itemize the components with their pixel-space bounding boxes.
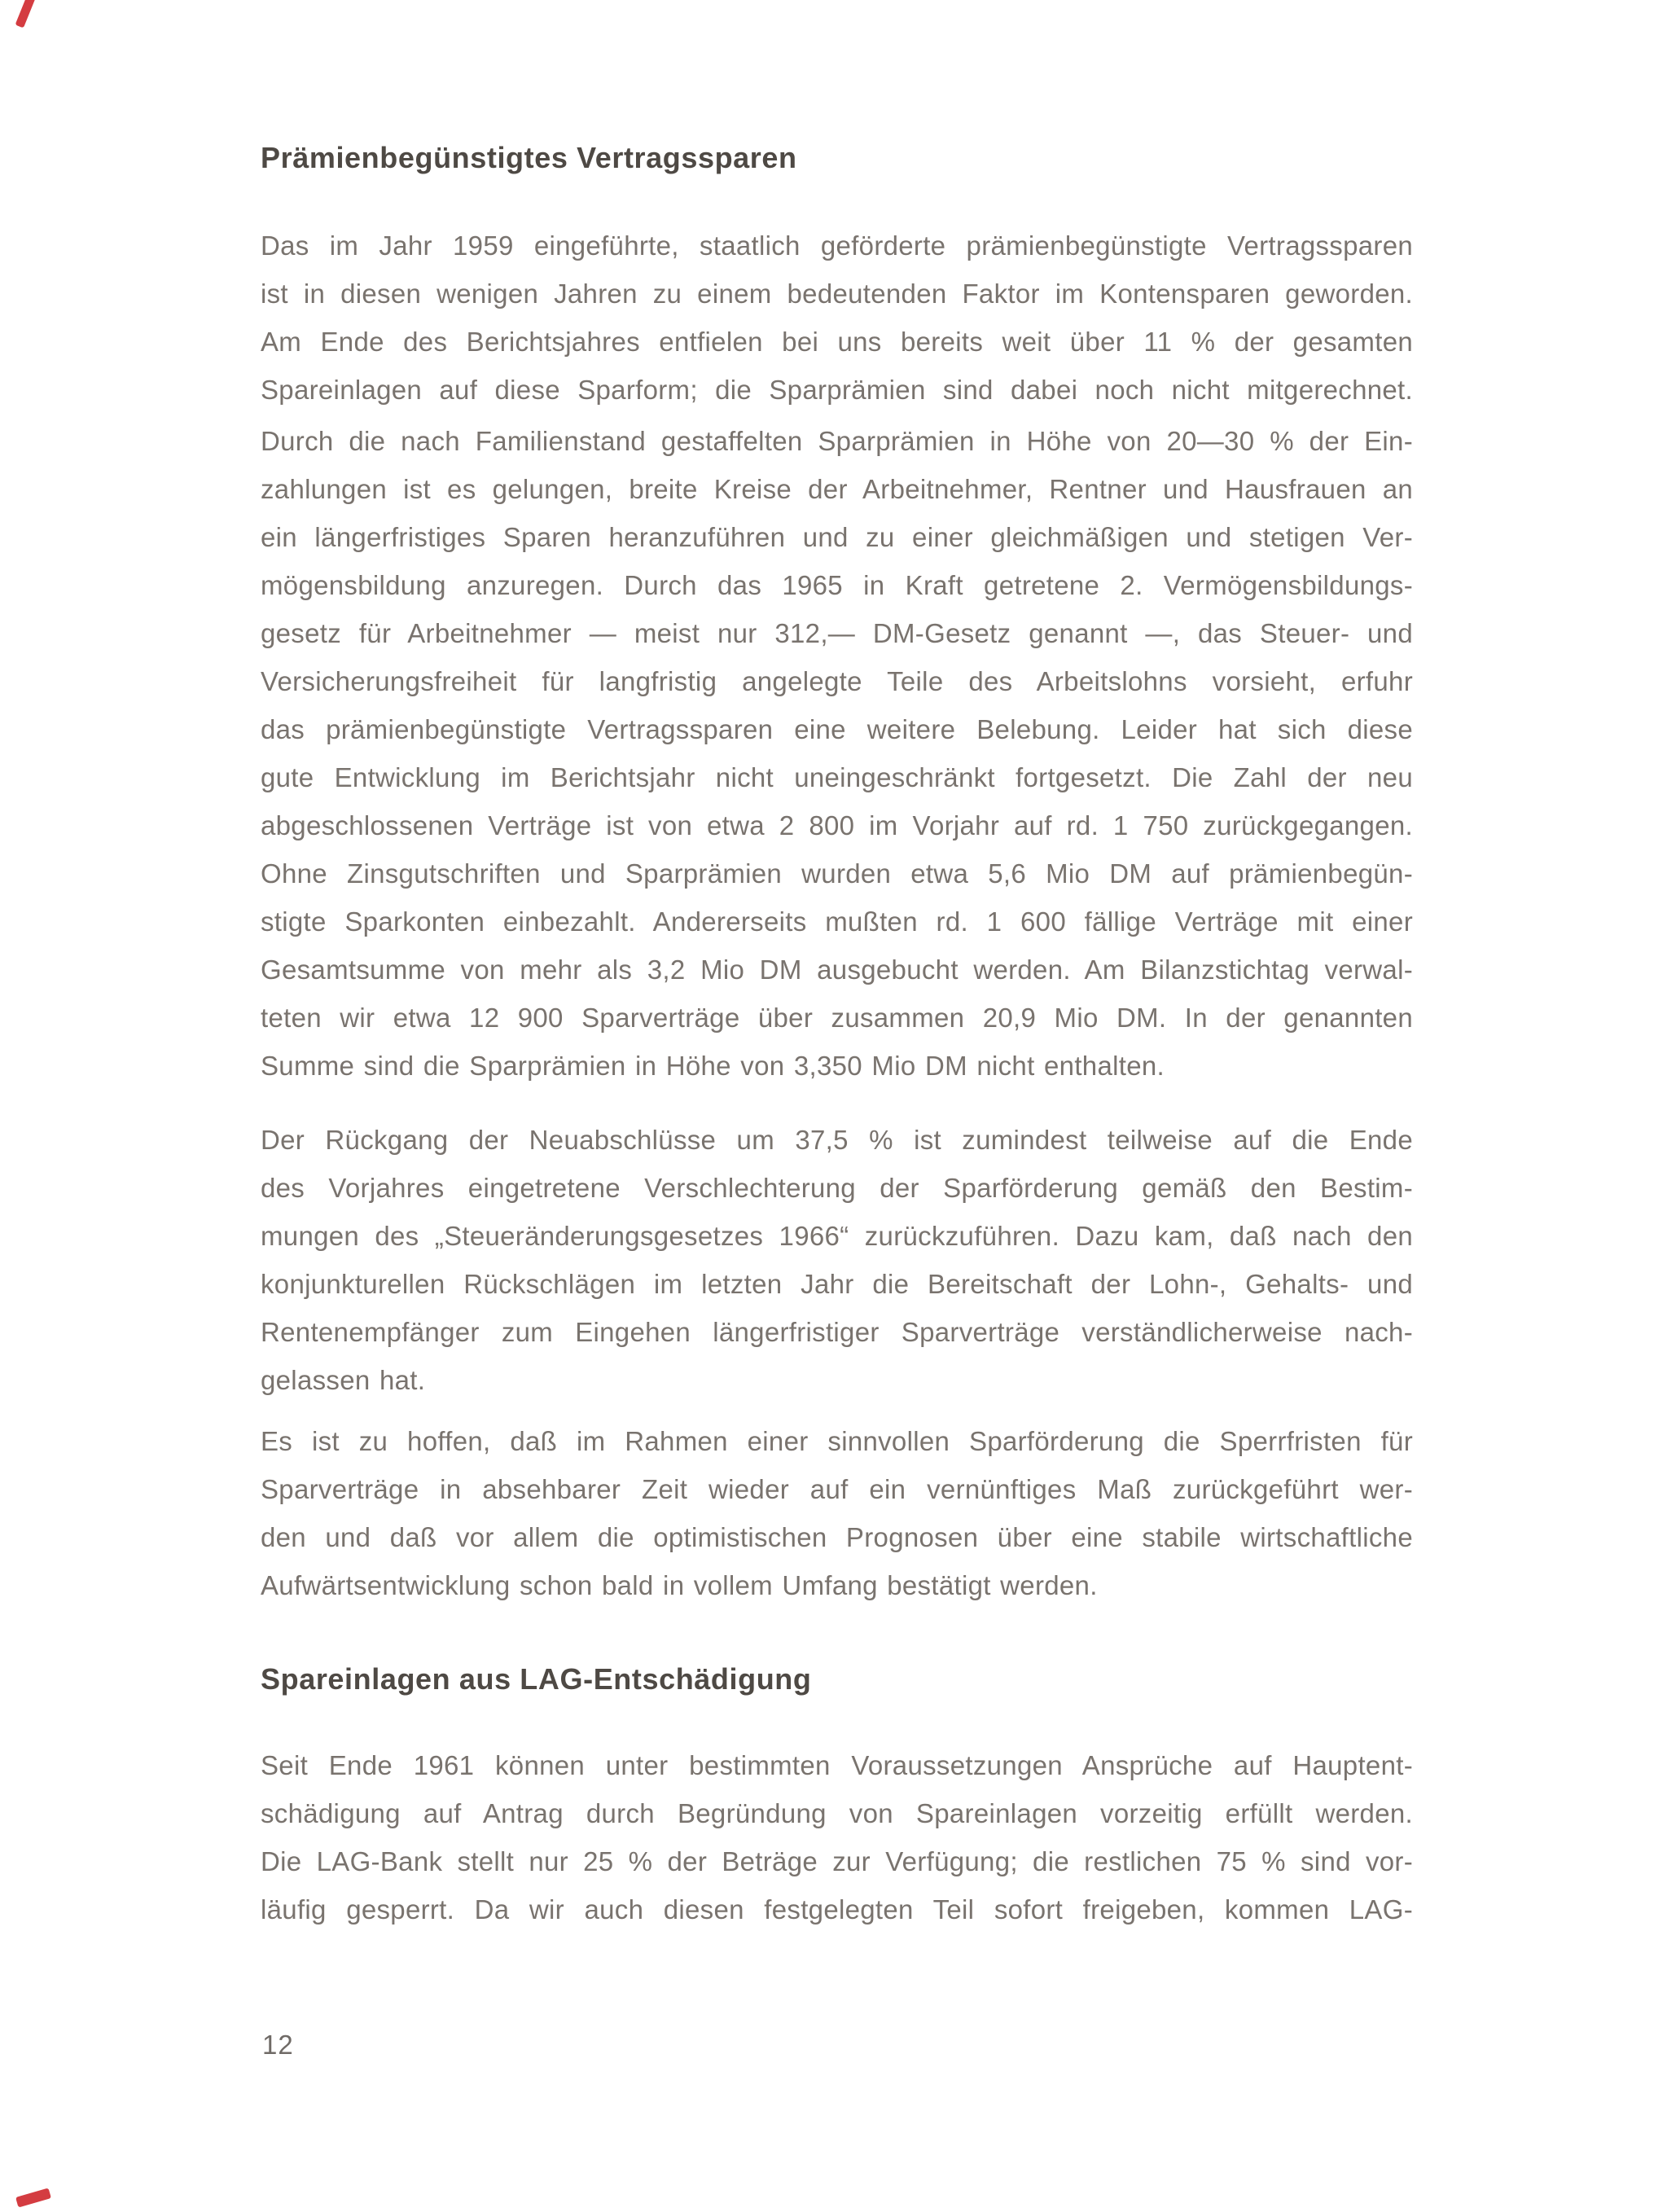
text-line: Aufwärtsentwicklung schon bald in vollem Umfang bestätigt werden. xyxy=(261,1570,1098,1600)
text-line: läufig gesperrt. Da wir auch diesen festgelegten Teil sofort freigeben, kommen LAG- xyxy=(261,1894,1413,1925)
text-line: Gesamtsumme von mehr als 3,2 Mio DM ausgebucht werden. Am Bilanzstichtag verwal- xyxy=(261,955,1413,985)
text-line: abgeschlossenen Verträge ist von etwa 2 800 im Vorjahr auf rd. 1 750 zurückgegangen. xyxy=(261,810,1413,840)
paragraph-hoffnung-sparfoerderung xyxy=(261,1417,1413,1609)
text-line: Ohne Zinsgutschriften und Sparprämien wurden etwa 5,6 Mio DM auf prämienbegün- xyxy=(261,858,1413,889)
text-line: ein längerfristiges Sparen heranzuführen und zu einer gleichmäßigen und stetigen Ver- xyxy=(261,522,1413,552)
heading-spareinlagen-aus-lag-entschaedigung: Spareinlagen aus LAG-Entschädigung xyxy=(261,1662,812,1696)
red-pen-mark-bottom xyxy=(15,2188,51,2207)
text-line: mungen des „Steueränderungsgesetzes 1966“ zurückzuführen. Dazu kam, daß nach den xyxy=(261,1221,1413,1251)
heading-praemienbeguenstigtes-vertragssparen: Prämienbegünstigtes Vertragssparen xyxy=(261,141,797,174)
text-line: Rentenempfänger zum Eingehen längerfristiger Sparverträge verständlicherweise nach- xyxy=(261,1317,1413,1347)
text-line: schädigung auf Antrag durch Begründung von Spareinlagen vorzeitig erfüllt werden. xyxy=(261,1798,1413,1828)
text-line: Versicherungsfreiheit für langfristig angelegte Teile des Arbeitslohns vorsieht, erfuhr xyxy=(261,666,1413,696)
text-line: mögensbildung anzuregen. Durch das 1965 in Kraft getretene 2. Vermögensbildungs- xyxy=(261,570,1413,600)
text-line: Seit Ende 1961 können unter bestimmten Voraussetzungen Ansprüche auf Hauptent- xyxy=(261,1750,1413,1780)
text-line: teten wir etwa 12 900 Sparverträge über zusammen 20,9 Mio DM. In der genannten xyxy=(261,1003,1413,1033)
text-line: ist in diesen wenigen Jahren zu einem bedeutenden Faktor im Kontensparen geworden. xyxy=(261,279,1413,309)
paragraph-sparpraemien-entwicklung xyxy=(261,417,1413,1090)
text-line: konjunkturellen Rückschlägen im letzten Jahr die Bereitschaft der Lohn-, Gehalts- und xyxy=(261,1269,1413,1299)
text-line: stigte Sparkonten einbezahlt. Andererseits mußten rd. 1 600 fällige Verträge mit einer xyxy=(261,906,1413,937)
text-line: das prämienbegünstigte Vertragssparen eine weitere Belebung. Leider hat sich diese xyxy=(261,714,1413,744)
paragraph-rueckgang-neuabschluesse xyxy=(261,1116,1413,1404)
text-line: Sparverträge in absehbarer Zeit wieder auf ein vernünftiges Maß zurückgeführt wer- xyxy=(261,1474,1413,1504)
text-line: des Vorjahres eingetretene Verschlechterung der Sparförderung gemäß den Bestim- xyxy=(261,1173,1413,1203)
text-line: Am Ende des Berichtsjahres entfielen bei uns bereits weit über 11 % der gesamten xyxy=(261,327,1413,357)
text-line: Durch die nach Familienstand gestaffelten Sparprämien in Höhe von 20—30 % der Ein- xyxy=(261,426,1413,456)
text-line: Summe sind die Sparprämien in Höhe von 3,350 Mio DM nicht enthalten. xyxy=(261,1051,1165,1081)
paragraph-vertragssparen-intro xyxy=(261,222,1413,414)
text-line: gelassen hat. xyxy=(261,1365,426,1395)
text-line: Es ist zu hoffen, daß im Rahmen einer sinnvollen Sparförderung die Sperrfristen für xyxy=(261,1426,1413,1456)
page-number: 12 xyxy=(262,2030,294,2060)
text-line: Spareinlagen auf diese Sparform; die Sparprämien sind dabei noch nicht mitgerechnet. xyxy=(261,375,1413,405)
text-line: gute Entwicklung im Berichtsjahr nicht uneingeschränkt fortgesetzt. Die Zahl der neu xyxy=(261,762,1413,792)
text-line: den und daß vor allem die optimistischen Prognosen über eine stabile wirtschaftliche xyxy=(261,1522,1413,1552)
text-line: gesetz für Arbeitnehmer — meist nur 312,— DM-Gesetz genannt —, das Steuer- und xyxy=(261,618,1413,648)
text-line: zahlungen ist es gelungen, breite Kreise der Arbeitnehmer, Rentner und Hausfrauen an xyxy=(261,474,1413,504)
text-line: Die LAG-Bank stellt nur 25 % der Beträge zur Verfügung; die restlichen 75 % sind vor- xyxy=(261,1846,1413,1876)
paragraph-lag-entschaedigung xyxy=(261,1741,1413,1933)
red-pen-mark-top xyxy=(15,0,37,29)
text-line: Das im Jahr 1959 eingeführte, staatlich geförderte prämienbegünstigte Vertragssparen xyxy=(261,230,1413,261)
text-line: Der Rückgang der Neuabschlüsse um 37,5 % ist zumindest teilweise auf die Ende xyxy=(261,1125,1413,1155)
